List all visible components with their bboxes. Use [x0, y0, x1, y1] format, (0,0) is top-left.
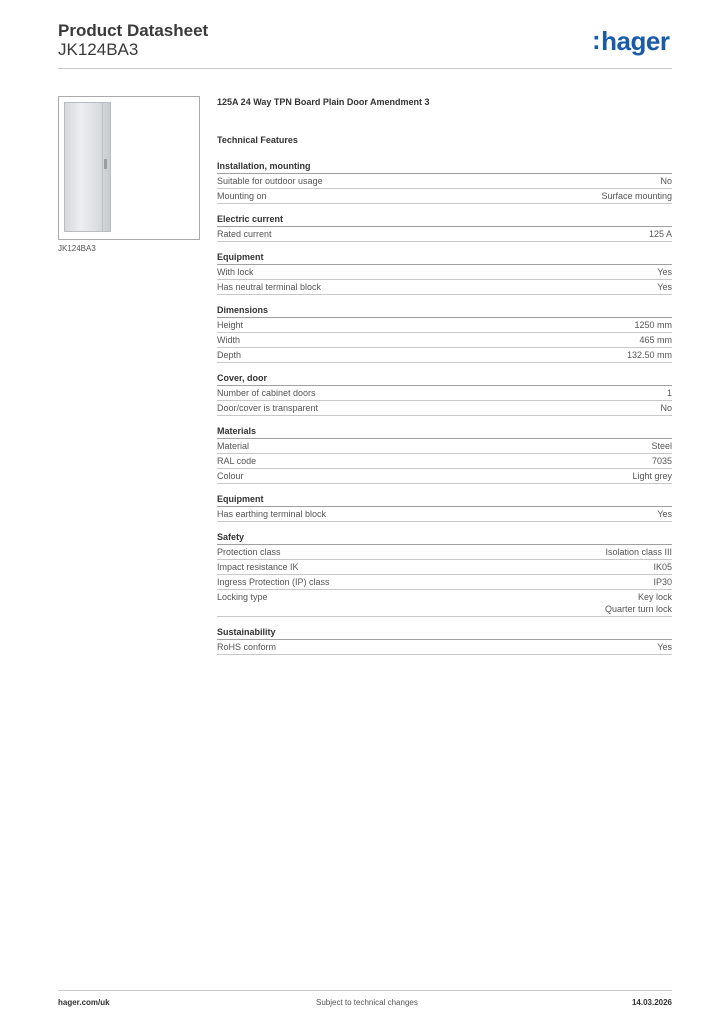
- door-lock-icon: [104, 159, 107, 169]
- feature-section: [217, 214, 672, 242]
- feature-row: [217, 333, 672, 348]
- technical-data: [217, 97, 672, 665]
- distribution-board-picture: [64, 102, 111, 232]
- feature-value: Key lock Quarter turn lock: [604, 592, 672, 614]
- feature-label: Width: [217, 335, 241, 345]
- header-divider: [58, 68, 672, 69]
- section-title: Materials: [217, 426, 672, 439]
- feature-value: Steel: [651, 441, 672, 451]
- document-title: Product Datasheet: [58, 21, 209, 40]
- feature-value: 132.50 mm: [626, 350, 672, 360]
- feature-value: 1: [666, 388, 672, 398]
- feature-label: Has neutral terminal block: [217, 282, 322, 292]
- footer-date: 14.03.2026: [631, 998, 672, 1007]
- feature-value: Surface mounting: [601, 191, 672, 201]
- feature-value: Yes: [657, 267, 672, 277]
- technical-features-heading: Technical Features: [217, 135, 298, 145]
- section-title: Safety: [217, 532, 672, 545]
- feature-row: [217, 189, 672, 204]
- section-title: Sustainability: [217, 627, 672, 640]
- feature-row: [217, 575, 672, 590]
- feature-label: Protection class: [217, 547, 281, 557]
- feature-row: [217, 590, 672, 617]
- footer-divider: [58, 990, 672, 991]
- feature-section: [217, 532, 672, 617]
- product-image-caption: JK124BA3: [58, 244, 96, 253]
- product-name: 125A 24 Way TPN Board Plain Door Amendment 3: [217, 97, 430, 107]
- feature-label: Locking type: [217, 592, 268, 602]
- feature-section: [217, 305, 672, 363]
- feature-label: Impact resistance IK: [217, 562, 299, 572]
- feature-label: Suitable for outdoor usage: [217, 176, 323, 186]
- feature-value: IK05: [653, 562, 672, 572]
- feature-label: Ingress Protection (IP) class: [217, 577, 330, 587]
- feature-row: [217, 348, 672, 363]
- section-title: Equipment: [217, 252, 672, 265]
- feature-section: [217, 161, 672, 204]
- feature-row: [217, 545, 672, 560]
- section-title: Cover, door: [217, 373, 672, 386]
- feature-section: [217, 494, 672, 522]
- section-title: Installation, mounting: [217, 161, 672, 174]
- product-image: [58, 96, 200, 240]
- feature-row: [217, 469, 672, 484]
- feature-section: [217, 252, 672, 295]
- feature-label: Has earthing terminal block: [217, 509, 327, 519]
- feature-label: Depth: [217, 350, 242, 360]
- logo-colon-icon: :: [592, 25, 601, 55]
- feature-row: [217, 640, 672, 655]
- feature-row: [217, 227, 672, 242]
- feature-value: Yes: [657, 282, 672, 292]
- product-code: JK124BA3: [58, 40, 139, 59]
- feature-value: Yes: [657, 642, 672, 652]
- feature-row: [217, 174, 672, 189]
- feature-value: Light grey: [632, 471, 672, 481]
- feature-row: [217, 386, 672, 401]
- feature-sections: [217, 161, 672, 655]
- feature-section: [217, 373, 672, 416]
- feature-value: 7035: [651, 456, 672, 466]
- logo-text: hager: [601, 26, 670, 56]
- feature-label: RoHS conform: [217, 642, 277, 652]
- feature-label: Mounting on: [217, 191, 267, 201]
- feature-label: Height: [217, 320, 244, 330]
- feature-value: 465 mm: [639, 335, 672, 345]
- feature-section: [217, 627, 672, 655]
- feature-row: [217, 318, 672, 333]
- feature-label: Colour: [217, 471, 244, 481]
- feature-row: [217, 401, 672, 416]
- hager-logo[interactable]: [592, 26, 669, 56]
- feature-value: No: [660, 176, 672, 186]
- feature-value: Isolation class III: [605, 547, 672, 557]
- footer-notice: Subject to technical changes: [316, 998, 418, 1007]
- feature-label: Rated current: [217, 229, 272, 239]
- feature-label: RAL code: [217, 456, 257, 466]
- feature-value: 125 A: [648, 229, 672, 239]
- section-title: Electric current: [217, 214, 672, 227]
- footer-website-link[interactable]: hager.com/uk: [58, 998, 110, 1007]
- feature-row: [217, 560, 672, 575]
- feature-value: Yes: [657, 509, 672, 519]
- feature-label: With lock: [217, 267, 254, 277]
- section-title: Equipment: [217, 494, 672, 507]
- feature-row: [217, 439, 672, 454]
- feature-section: [217, 426, 672, 484]
- feature-row: [217, 280, 672, 295]
- feature-row: [217, 454, 672, 469]
- feature-label: Number of cabinet doors: [217, 388, 316, 398]
- feature-value: 1250 mm: [634, 320, 672, 330]
- feature-value: No: [660, 403, 672, 413]
- feature-row: [217, 265, 672, 280]
- feature-label: Material: [217, 441, 250, 451]
- section-title: Dimensions: [217, 305, 672, 318]
- door-hinge-edge: [102, 103, 103, 231]
- feature-row: [217, 507, 672, 522]
- feature-label: Door/cover is transparent: [217, 403, 319, 413]
- feature-value: IP30: [653, 577, 672, 587]
